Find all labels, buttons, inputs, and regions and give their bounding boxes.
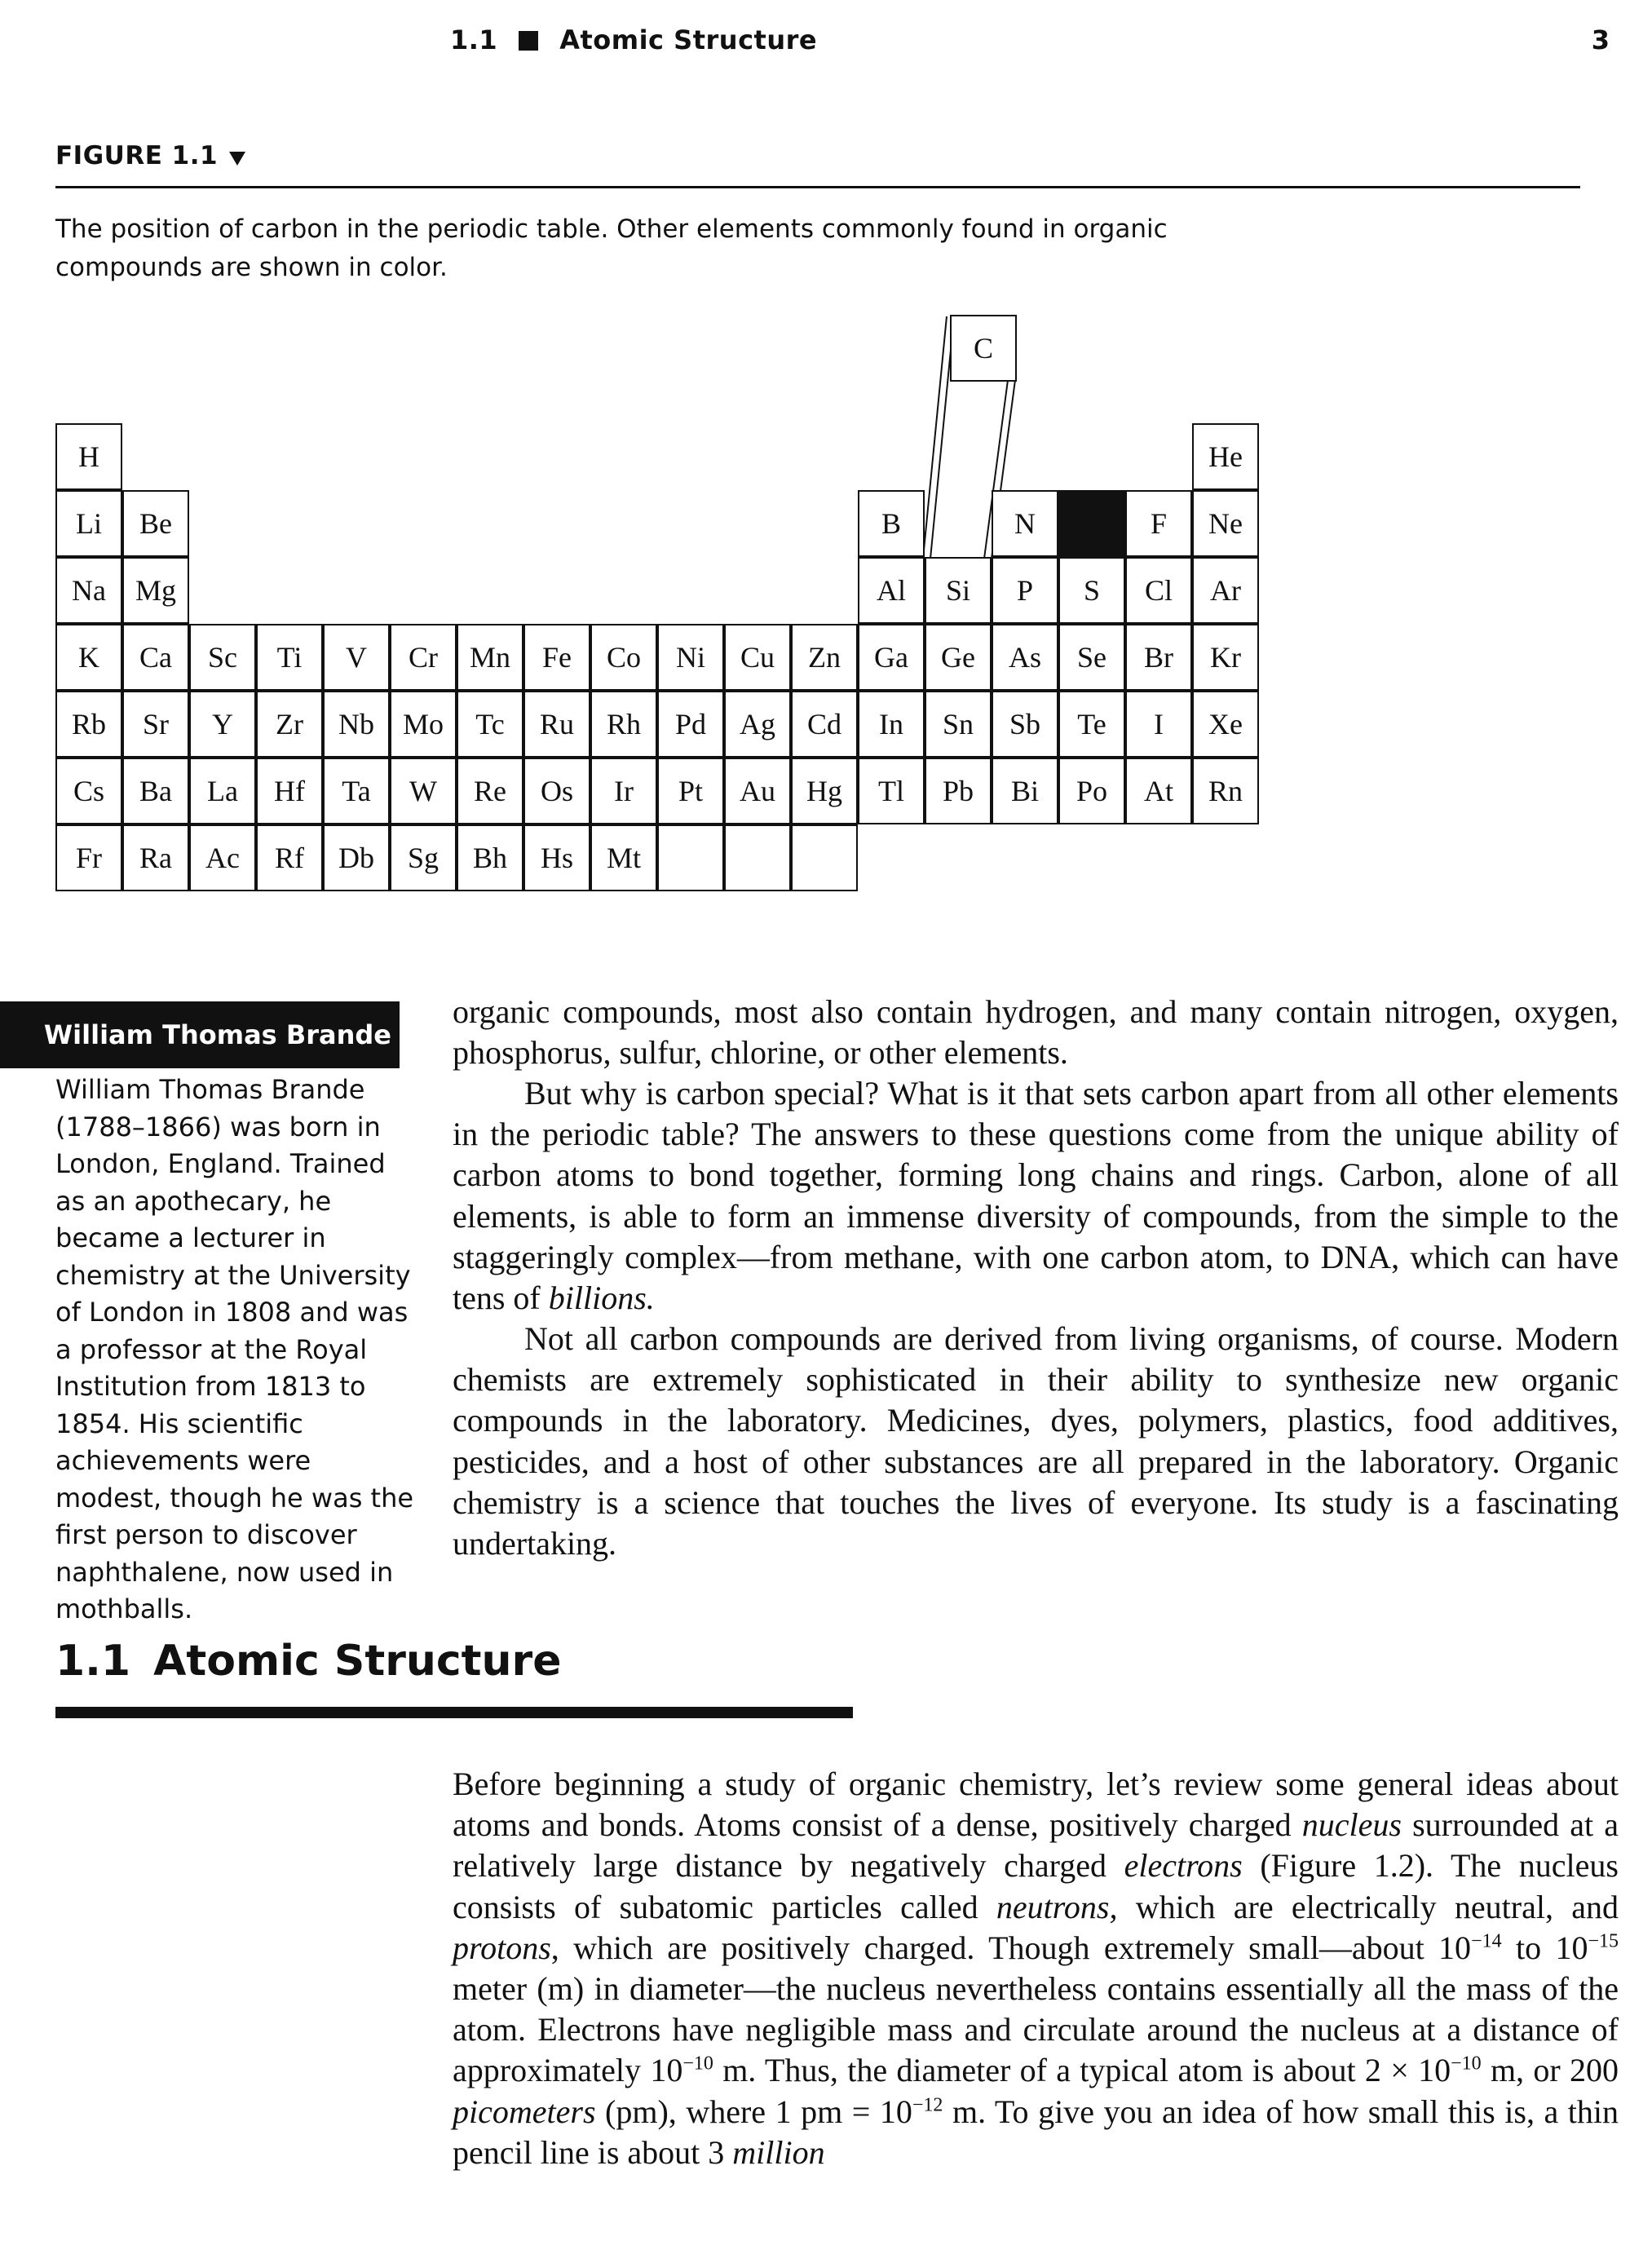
term-nucleus: nucleus	[1301, 1806, 1402, 1844]
element-cell-ra: Ra	[122, 824, 189, 891]
element-cell-zr: Zr	[256, 691, 323, 758]
section-heading-rule	[55, 1707, 853, 1718]
element-cell-ir: Ir	[590, 758, 657, 824]
element-cell-cd: Cd	[791, 691, 858, 758]
term-electrons: electrons	[1124, 1847, 1243, 1885]
callout-line-left-outer	[923, 316, 947, 559]
term-neutrons: neutrons,	[996, 1888, 1118, 1925]
element-cell-fe: Fe	[523, 624, 590, 691]
running-head-title: Atomic Structure	[559, 24, 818, 55]
exponent-5: −12	[912, 2094, 943, 2116]
element-cell-cr: Cr	[390, 624, 457, 691]
element-cell-se: Se	[1058, 624, 1125, 691]
section-text-11: to 10	[1501, 1929, 1588, 1966]
element-cell-sb: Sb	[992, 691, 1058, 758]
paragraph-2-text: But why is carbon special? What is it that sets carbon apart from all other elements in the periodic table? The answers to these questions come from the unique ability of carbon atoms to bond together, forming long chains and rings. Carbon, alone of all elements, is able to form an immense diversity of compounds, from the simple to the staggeringly complex—from methane, with one carbon atom, to DNA, which can have tens of	[453, 1075, 1619, 1317]
element-cell-rn: Rn	[1192, 758, 1259, 824]
exponent-4: −10	[1451, 2053, 1482, 2075]
element-cell-co: Co	[590, 624, 657, 691]
element-cell-f: F	[1125, 490, 1192, 557]
paragraph-3-text: Not all carbon compounds are derived from living organisms, of course. Modern chemists are extremely sophisticated in their ability to synthesize new organic compounds in the laboratory. Medicines, dyes, polymers, plastics, food additives, pesticides, and a host of other substances are all prepared in the laboratory. Organic chemistry is a science that touches the lives of everyone. Its study is a fascinating undertaking.	[453, 1320, 1619, 1562]
term-protons: protons	[453, 1929, 551, 1966]
paragraph-2-emphasis: billions.	[548, 1279, 655, 1317]
element-cell-li: Li	[55, 490, 122, 557]
element-cell-s: S	[1058, 557, 1125, 624]
element-cell-i: I	[1125, 691, 1192, 758]
section-text-5: (Figure 1.2). The nucleus consists of subatomic particles called	[453, 1847, 1619, 1925]
element-cell-nb: Nb	[323, 691, 390, 758]
element-cell-hg: Hg	[791, 758, 858, 824]
element-cell-ni: Ni	[657, 624, 724, 691]
element-cell-tc: Tc	[457, 691, 523, 758]
element-cell-rb: Rb	[55, 691, 122, 758]
element-cell-ti: Ti	[256, 624, 323, 691]
section-text-21: m. To give you an idea of how small this is, a thin pencil line is about 3	[453, 2093, 1619, 2171]
element-cell-mo: Mo	[390, 691, 457, 758]
element-cell-bi: Bi	[992, 758, 1058, 824]
element-cell-fr: Fr	[55, 824, 122, 891]
element-cell-sc: Sc	[189, 624, 256, 691]
exponent-3: −10	[682, 2053, 713, 2075]
section-text-15: m. Thus, the diameter of a typical atom is about 2 × 10	[713, 2052, 1451, 2089]
element-cell-empty	[657, 824, 724, 891]
element-cell-pd: Pd	[657, 691, 724, 758]
element-cell-bh: Bh	[457, 824, 523, 891]
section-paragraph	[453, 1764, 1619, 2173]
element-cell-n: N	[992, 490, 1058, 557]
paragraph-3	[453, 1319, 1619, 1564]
element-cell-ga: Ga	[858, 624, 925, 691]
section-text-9: , which are positively charged. Though extremely small—about 10	[550, 1929, 1472, 1966]
sidebar-body: William Thomas Brande (1788–1866) was born in London, England. Trained as an apothecary, he became a lecturer in chemistry at the University of London in 1808 and was a professor at the Royal Institution from 1813 to 1854. His scientific achievements were modest, though he was the first person to discover naphthalene, now used in mothballs.	[55, 1074, 414, 1624]
figure-label-text: FIGURE 1.1	[55, 141, 219, 170]
paragraph-2	[453, 1073, 1619, 1319]
element-cell-at: At	[1125, 758, 1192, 824]
element-cell-tl: Tl	[858, 758, 925, 824]
element-cell-as: As	[992, 624, 1058, 691]
running-head-number: 1.1	[450, 24, 498, 55]
figure-caption: The position of carbon in the periodic table. Other elements commonly found in organic compounds are shown in color.	[55, 214, 1168, 282]
element-cell-cu: Cu	[724, 624, 791, 691]
exponent-1: −14	[1471, 1930, 1502, 1952]
element-cell-ba: Ba	[122, 758, 189, 824]
element-cell-empty	[791, 824, 858, 891]
element-cell-kr: Kr	[1192, 624, 1259, 691]
section-text-3: surrounded at a relatively large distance by negatively charged	[453, 1806, 1619, 1885]
section-heading	[55, 1637, 561, 1686]
page-number: 3	[1591, 24, 1610, 55]
element-cell-v: V	[323, 624, 390, 691]
element-cell-xe: Xe	[1192, 691, 1259, 758]
element-cell-al: Al	[858, 557, 925, 624]
element-cell-rh: Rh	[590, 691, 657, 758]
element-cell-br: Br	[1125, 624, 1192, 691]
element-cell-p: P	[992, 557, 1058, 624]
element-cell-be: Be	[122, 490, 189, 557]
term-picometers: picometers	[453, 2093, 596, 2130]
element-cell-si: Si	[925, 557, 992, 624]
element-cell-au: Au	[724, 758, 791, 824]
element-cell-w: W	[390, 758, 457, 824]
element-cell-ag: Ag	[724, 691, 791, 758]
element-cell-sr: Sr	[122, 691, 189, 758]
element-cell-b: B	[858, 490, 925, 557]
element-cell-ca: Ca	[122, 624, 189, 691]
section-text-1: Before beginning a study of organic chemistry, let’s review some general ideas about atoms and bonds. Atoms consist of a dense, positively charged	[453, 1766, 1619, 1844]
element-cell-k: K	[55, 624, 122, 691]
element-cell-db: Db	[323, 824, 390, 891]
element-cell-cs: Cs	[55, 758, 122, 824]
paragraph-1: organic compounds, most also contain hydrogen, and many contain nitrogen, oxygen, phosphorus, sulfur, chlorine, or other elements.	[453, 993, 1619, 1072]
element-cell-he: He	[1192, 423, 1259, 490]
element-cell-y: Y	[189, 691, 256, 758]
element-cell-po: Po	[1058, 758, 1125, 824]
element-cell-re: Re	[457, 758, 523, 824]
element-cell-h: H	[55, 423, 122, 490]
section-text-19: (pm), where 1 pm = 10	[595, 2093, 912, 2130]
element-cell-ar: Ar	[1192, 557, 1259, 624]
element-cell-cl: Cl	[1125, 557, 1192, 624]
section-text-13: meter (m) in diameter—the nucleus nevertheless contains essentially all the mass of the atom. Electrons have negligible mass and circulate around the nucleus at a distance of approximately 10	[453, 1970, 1619, 2089]
element-cell-ru: Ru	[523, 691, 590, 758]
term-million: million	[732, 2133, 825, 2171]
element-cell-mn: Mn	[457, 624, 523, 691]
element-cell-ac: Ac	[189, 824, 256, 891]
element-cell-sg: Sg	[390, 824, 457, 891]
element-cell-os: Os	[523, 758, 590, 824]
section-text-7: which are electrically neutral, and	[1117, 1888, 1619, 1925]
element-cell-empty	[724, 824, 791, 891]
element-cell-pb: Pb	[925, 758, 992, 824]
sidebar-title: William Thomas Brande	[0, 1001, 400, 1068]
element-cell-mt: Mt	[590, 824, 657, 891]
section-heading-title: Atomic Structure	[153, 1637, 562, 1686]
element-cell-hs: Hs	[523, 824, 590, 891]
element-cell-zn: Zn	[791, 624, 858, 691]
section-text-17: m, or 200	[1481, 2052, 1619, 2089]
element-cell-mg: Mg	[122, 557, 189, 624]
element-cell-rf: Rf	[256, 824, 323, 891]
element-cell-pt: Pt	[657, 758, 724, 824]
element-cell-ne: Ne	[1192, 490, 1259, 557]
element-cell-la: La	[189, 758, 256, 824]
element-cell-c-callout: C	[950, 315, 1017, 382]
element-cell-na: Na	[55, 557, 122, 624]
element-cell-ta: Ta	[323, 758, 390, 824]
element-cell-sn: Sn	[925, 691, 992, 758]
carbon-position-cell	[1058, 490, 1125, 557]
element-cell-ge: Ge	[925, 624, 992, 691]
element-cell-te: Te	[1058, 691, 1125, 758]
element-cell-hf: Hf	[256, 758, 323, 824]
exponent-2: −15	[1588, 1930, 1619, 1952]
section-heading-number: 1.1	[55, 1637, 131, 1686]
element-cell-in: In	[858, 691, 925, 758]
periodic-table	[0, 0, 1652, 913]
